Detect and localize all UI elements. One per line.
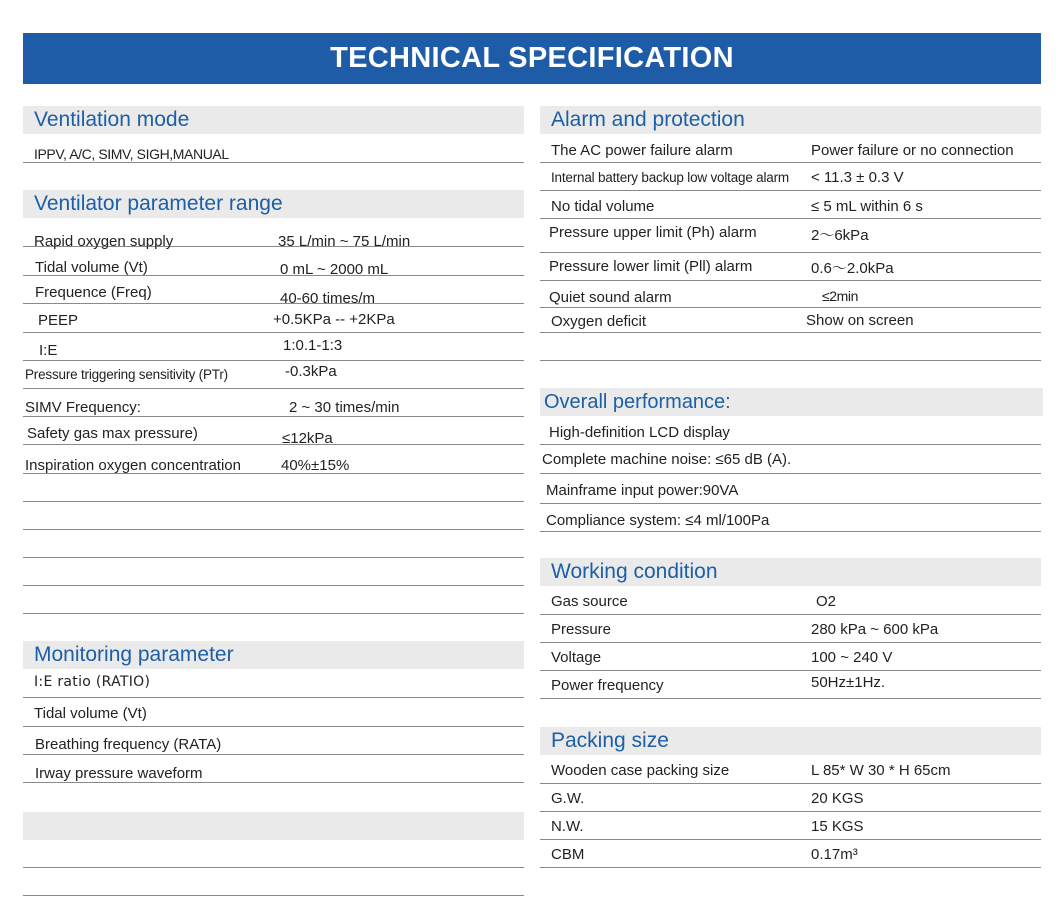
table-row: [23, 698, 524, 727]
row-label: The AC power failure alarm: [551, 142, 733, 159]
row-label: Mainframe input power:90VA: [546, 482, 739, 499]
empty-row: [23, 558, 524, 586]
empty-row: [23, 586, 524, 614]
empty-row: [23, 502, 524, 530]
table-row: [23, 389, 524, 417]
row-label: Complete machine noise: ≤65 dB (A).: [542, 451, 792, 468]
row-value: 20 KGS: [811, 790, 864, 807]
row-label: PEEP: [38, 312, 79, 329]
row-value: L 85* W 30 * H 65cm: [811, 762, 951, 779]
row-label: No tidal volume: [551, 198, 655, 215]
row-label: SIMV Frequency:: [25, 399, 141, 416]
table-row: [540, 134, 1041, 163]
section-title-performance: Overall performance:: [540, 388, 1043, 416]
row-label: Gas source: [551, 593, 628, 610]
row-value: Power failure or no connection: [811, 142, 1014, 159]
table-row: [23, 669, 524, 698]
row-value: 0.6～2.0kPa: [811, 260, 894, 277]
section-title-monitoring: Monitoring parameter: [23, 641, 524, 669]
table-row: [540, 671, 1041, 699]
table-row: [23, 218, 524, 250]
row-value: ≤12kPa: [282, 430, 333, 447]
row-label: Compliance system: ≤4 ml/100Pa: [546, 512, 770, 529]
row-label: Power frequency: [551, 677, 664, 694]
table-row: [540, 308, 1041, 333]
table-row: [23, 417, 524, 445]
row-label: Tidal volume (Vt): [34, 705, 147, 722]
row-label: G.W.: [551, 790, 585, 807]
empty-row: [23, 530, 524, 558]
row-label: Rapid oxygen supply: [34, 233, 174, 250]
row-label: I:E: [39, 342, 58, 359]
row-label: Inspiration oxygen concentration: [25, 457, 241, 474]
row-label: Pressure: [551, 621, 612, 638]
row-label: N.W.: [551, 818, 584, 835]
row-label: CBM: [551, 846, 585, 863]
table-row: [23, 445, 524, 474]
row-label: Breathing frequency (RATA): [35, 736, 222, 753]
table-row: [23, 276, 524, 307]
row-label: Pressure triggering sensitivity (PTr): [25, 367, 228, 382]
table-row: [540, 445, 1041, 474]
section-title-parameter-range: Ventilator parameter range: [23, 190, 524, 218]
empty-row: [23, 840, 524, 868]
table-row: [23, 333, 524, 361]
table-row: [540, 643, 1041, 671]
ventilation-mode-row: [23, 134, 524, 163]
row-label: Safety gas max pressure): [27, 425, 198, 442]
row-value: 40-60 times/m: [280, 290, 376, 307]
row-value: 280 kPa ~ 600 kPa: [811, 621, 939, 638]
table-row: [540, 615, 1041, 643]
table-row: [540, 281, 1041, 308]
table-row: [23, 247, 524, 276]
row-value: O2: [816, 593, 837, 610]
ventilation-mode-value: IPPV, A/C, SIMV, SIGH,MANUAL: [34, 146, 229, 162]
row-label: Irway pressure waveform: [35, 765, 203, 782]
row-label: Tidal volume (Vt): [35, 259, 148, 276]
row-value: 35 L/min ~ 75 L/min: [278, 233, 411, 250]
row-value: 2～6kPa: [811, 227, 869, 244]
row-label: Internal battery backup low voltage alarm: [551, 170, 789, 185]
table-row: [540, 163, 1041, 191]
empty-row: [23, 868, 524, 896]
section-title-alarm: Alarm and protection: [540, 106, 1041, 134]
row-value: +0.5KPa -- +2KPa: [273, 311, 395, 328]
row-value: 100 ~ 240 V: [811, 649, 893, 666]
empty-row: [23, 474, 524, 502]
row-value: 0 mL ~ 2000 mL: [280, 261, 389, 278]
table-row: [23, 727, 524, 755]
table-row: [540, 219, 1041, 253]
row-label: Quiet sound alarm: [549, 289, 672, 306]
row-value: 0.17m³: [811, 846, 858, 863]
table-row: [540, 812, 1041, 840]
row-label: Wooden case packing size: [551, 762, 730, 779]
row-label: Pressure lower limit (Pll) alarm: [549, 258, 753, 275]
row-value: 40%±15%: [281, 457, 350, 474]
table-row: [540, 191, 1041, 219]
table-row: [540, 474, 1041, 504]
row-value: -0.3kPa: [285, 363, 337, 380]
row-value: 50Hz±1Hz.: [811, 674, 886, 691]
row-label: Frequence (Freq): [35, 284, 152, 301]
empty-row: [540, 333, 1041, 361]
table-row: [23, 755, 524, 783]
table-row: [540, 755, 1041, 784]
row-value: 2 ~ 30 times/min: [289, 399, 400, 416]
table-row: [540, 784, 1041, 812]
shaded-row: [23, 812, 524, 840]
row-label: Oxygen deficit: [551, 313, 647, 330]
row-value: < 11.3 ± 0.3 V: [811, 169, 904, 186]
row-value: 1:0.1-1:3: [283, 337, 343, 354]
row-label: High-definition LCD display: [549, 424, 730, 441]
page-title: TECHNICAL SPECIFICATION: [23, 33, 1041, 84]
row-value: ≤2min: [822, 288, 859, 304]
table-row: [23, 304, 524, 333]
section-title-ventilation-mode: Ventilation mode: [23, 106, 524, 134]
table-row: [540, 416, 1041, 445]
row-label: Pressure upper limit (Ph) alarm: [549, 224, 757, 241]
row-value: 15 KGS: [811, 818, 864, 835]
table-row: [540, 253, 1041, 281]
row-label: I:E ratio (RATIO): [34, 674, 151, 690]
section-title-packing: Packing size: [540, 727, 1041, 755]
table-row: [540, 586, 1041, 615]
row-label: Voltage: [551, 649, 602, 666]
row-value: Show on screen: [806, 312, 914, 329]
table-row: [540, 840, 1041, 868]
table-row: [540, 504, 1041, 532]
section-title-working-condition: Working condition: [540, 558, 1041, 586]
table-row: [23, 361, 524, 389]
row-value: ≤ 5 mL within 6 s: [811, 198, 923, 215]
